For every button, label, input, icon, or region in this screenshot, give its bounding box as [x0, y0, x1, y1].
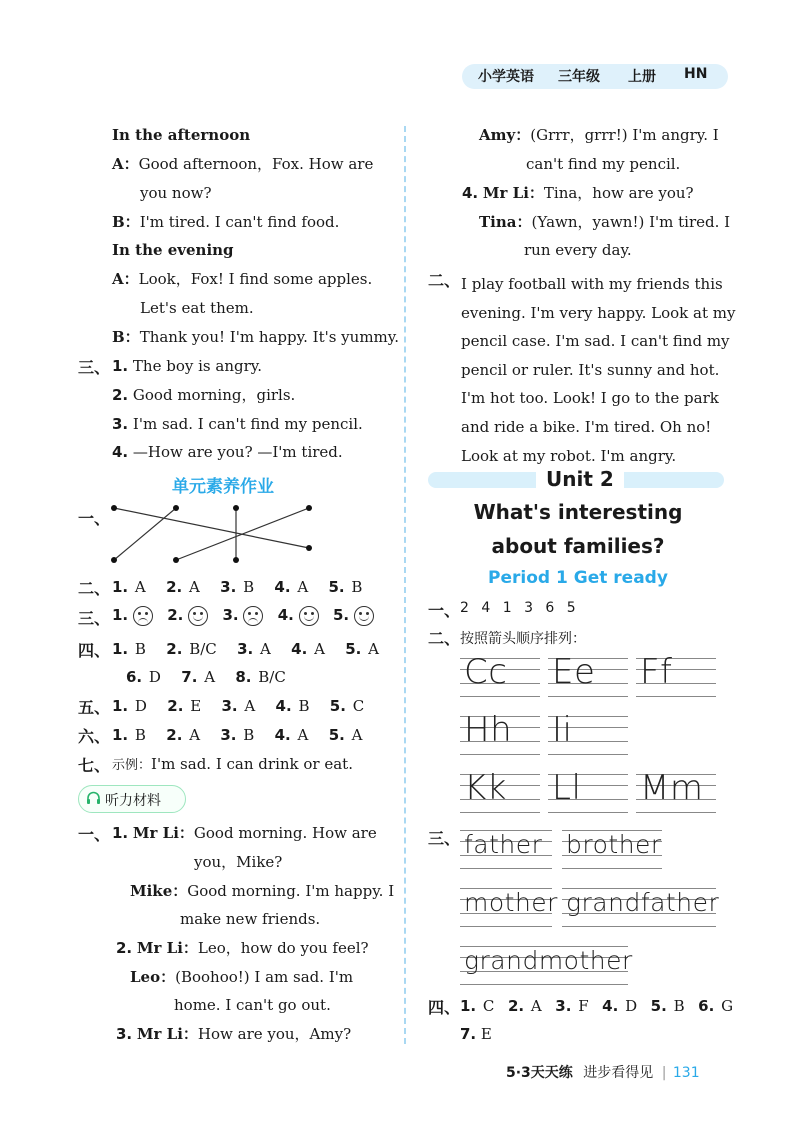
- match-dot: [306, 505, 312, 511]
- unit-number: Unit 2: [536, 467, 624, 491]
- q6-answers: 1. B 2. A 3. B 4. A 5. A: [112, 726, 363, 744]
- handwriting-cell: Ii: [548, 712, 628, 756]
- l2-mrli: 2. Mr Li：Leo，how do you feel?: [116, 939, 369, 957]
- q5-answers: 1. D 2. E 3. A 4. B 5. C: [112, 697, 365, 715]
- r1-label: 一、: [428, 601, 461, 620]
- period-title: Period 1 Get ready: [488, 568, 668, 588]
- q3-label: 三、: [78, 609, 111, 628]
- p2-line: I'm hot too. Look! I go to the park: [461, 389, 719, 408]
- match-dot: [173, 505, 179, 511]
- r1-answer: 2 4 1 3 6 5: [460, 600, 576, 616]
- handwriting-word: grandmother: [460, 942, 628, 986]
- l1-mrli: 1. Mr Li：Good morning. How are: [112, 824, 377, 842]
- footer-brand: 5·3天天练: [506, 1065, 573, 1081]
- sad-face-icon: [133, 606, 153, 626]
- match-dot: [111, 557, 117, 563]
- header-grade: 三年级: [558, 69, 600, 85]
- r4-answers-row2: 7. E: [460, 1025, 492, 1043]
- s3-item: 4. —How are you? —I'm tired.: [112, 443, 343, 461]
- p2-line: evening. I'm very happy. Look at my: [461, 303, 736, 322]
- amy-line-cont: can't find my pencil.: [526, 155, 681, 173]
- handwriting-word: father: [460, 826, 552, 870]
- q4-answers-row1: 1. B 2. B/C 3. A 4. A 5. A: [112, 640, 379, 658]
- dialog-a2: A：Look，Fox! I find some apples.: [112, 270, 373, 288]
- unit-title-line2: about families?: [491, 534, 665, 558]
- q6-label: 六、: [78, 727, 111, 746]
- match-dot: [111, 505, 117, 511]
- r2-label: 二、: [428, 629, 461, 648]
- r3-label: 三、: [428, 829, 461, 848]
- l1-mike-cont: make new friends.: [180, 910, 321, 928]
- p2-line: pencil case. I'm sad. I can't find my: [461, 332, 730, 351]
- dialog-a2-cont: Let's eat them.: [140, 299, 254, 317]
- l1-label: 一、: [78, 825, 111, 844]
- q5-label: 五、: [78, 698, 111, 717]
- handwriting-cell: Ll: [548, 770, 628, 814]
- p2-line: I play football with my friends this: [461, 275, 723, 293]
- happy-face-icon: [188, 606, 208, 626]
- page-number: 131: [672, 1065, 700, 1081]
- q4-answers-row2: 6. D 7. A 8. B/C: [126, 668, 286, 686]
- amy-line: Amy：(Grrr，grrr!) I'm angry. I: [479, 126, 719, 144]
- section-3-label: 三、: [78, 358, 111, 377]
- l4-mrli: 4. Mr Li：Tina，how are you?: [462, 184, 694, 202]
- p2-line: Look at my robot. I'm angry.: [461, 446, 677, 465]
- header-badge: [462, 64, 728, 89]
- happy-face-icon: [354, 606, 374, 626]
- unit-title-line1: What's interesting: [473, 500, 683, 524]
- header-subject: 小学英语: [478, 69, 534, 85]
- q1-label: 一、: [78, 509, 111, 528]
- handwriting-word: grandfather: [562, 884, 716, 928]
- dialog-a1-cont: you now?: [140, 184, 212, 202]
- handwriting-word: mother: [460, 884, 552, 928]
- dialog-b2: B：Thank you! I'm happy. It's yummy.: [112, 328, 400, 346]
- l2-leo-cont: home. I can't go out.: [174, 996, 331, 1014]
- dialog-a1: A：Good afternoon，Fox. How are: [112, 155, 374, 173]
- l3-mrli: 3. Mr Li：How are you，Amy?: [116, 1025, 352, 1043]
- column-divider: [404, 126, 406, 1044]
- match-line: [114, 508, 309, 548]
- header-edition: HN: [684, 66, 708, 82]
- footer-slogan: 进步看得见: [583, 1065, 654, 1081]
- q7-label: 七、: [78, 756, 111, 775]
- r4-answers-row1: 1. C 2. A 3. F 4. D 5. B 6. G: [460, 997, 734, 1015]
- handwriting-cell: Ff: [636, 654, 716, 698]
- p2-label: 二、: [428, 271, 461, 290]
- afternoon-heading: In the afternoon: [112, 126, 251, 144]
- q4-label: 四、: [78, 641, 111, 660]
- match-dot: [233, 557, 239, 563]
- happy-face-icon: [299, 606, 319, 626]
- q2-label: 二、: [78, 579, 111, 598]
- match-line: [114, 508, 176, 560]
- footer: 5·3天天练 进步看得见 | 131: [506, 1065, 700, 1081]
- s3-item: 2. Good morning，girls.: [112, 386, 296, 404]
- evening-heading: In the evening: [112, 241, 234, 259]
- headphones-icon: [86, 791, 101, 806]
- handwriting-cell: Kk: [460, 770, 540, 814]
- header-term: 上册: [628, 69, 656, 85]
- s3-item: 1. The boy is angry.: [112, 357, 262, 375]
- tina-line-cont: run every day.: [524, 241, 632, 259]
- sad-face-icon: [243, 606, 263, 626]
- match-dot: [306, 545, 312, 551]
- q3-answers: 1. 2. 3. 4. 5.: [112, 606, 374, 626]
- s3-item: 3. I'm sad. I can't find my pencil.: [112, 415, 363, 433]
- l2-leo: Leo：(Boohoo!) I am sad. I'm: [130, 968, 354, 986]
- dialog-b1: B：I'm tired. I can't find food.: [112, 213, 340, 231]
- handwriting-cell: Ee: [548, 654, 628, 698]
- handwriting-cell: Mm: [636, 770, 716, 814]
- q2-answers: 1. A 2. A 3. B 4. A 5. B: [112, 578, 363, 596]
- handwriting-cell: Hh: [460, 712, 540, 756]
- q7-answer: 示例：I'm sad. I can drink or eat.: [112, 755, 353, 773]
- unit-assignment-title: 单元素养作业: [172, 477, 274, 497]
- p2-line: and ride a bike. I'm tired. Oh no!: [461, 417, 712, 436]
- match-dot: [173, 557, 179, 563]
- r2-instruction: 按照箭头顺序排列：: [460, 631, 586, 647]
- match-dot: [233, 505, 239, 511]
- r4-label: 四、: [428, 998, 461, 1017]
- handwriting-cell: Cc: [460, 654, 540, 698]
- p2-line: pencil or ruler. It's sunny and hot.: [461, 360, 720, 379]
- listening-materials-badge: 听力材料: [78, 785, 186, 813]
- match-line: [176, 508, 309, 560]
- p2-paragraph: [461, 270, 736, 470]
- l1-mike: Mike：Good morning. I'm happy. I: [130, 882, 395, 900]
- handwriting-word: brother: [562, 826, 662, 870]
- tina-line: Tina：(Yawn，yawn!) I'm tired. I: [479, 213, 731, 231]
- l1-mrli-cont: you，Mike?: [194, 853, 283, 871]
- matching-diagram: [104, 498, 324, 570]
